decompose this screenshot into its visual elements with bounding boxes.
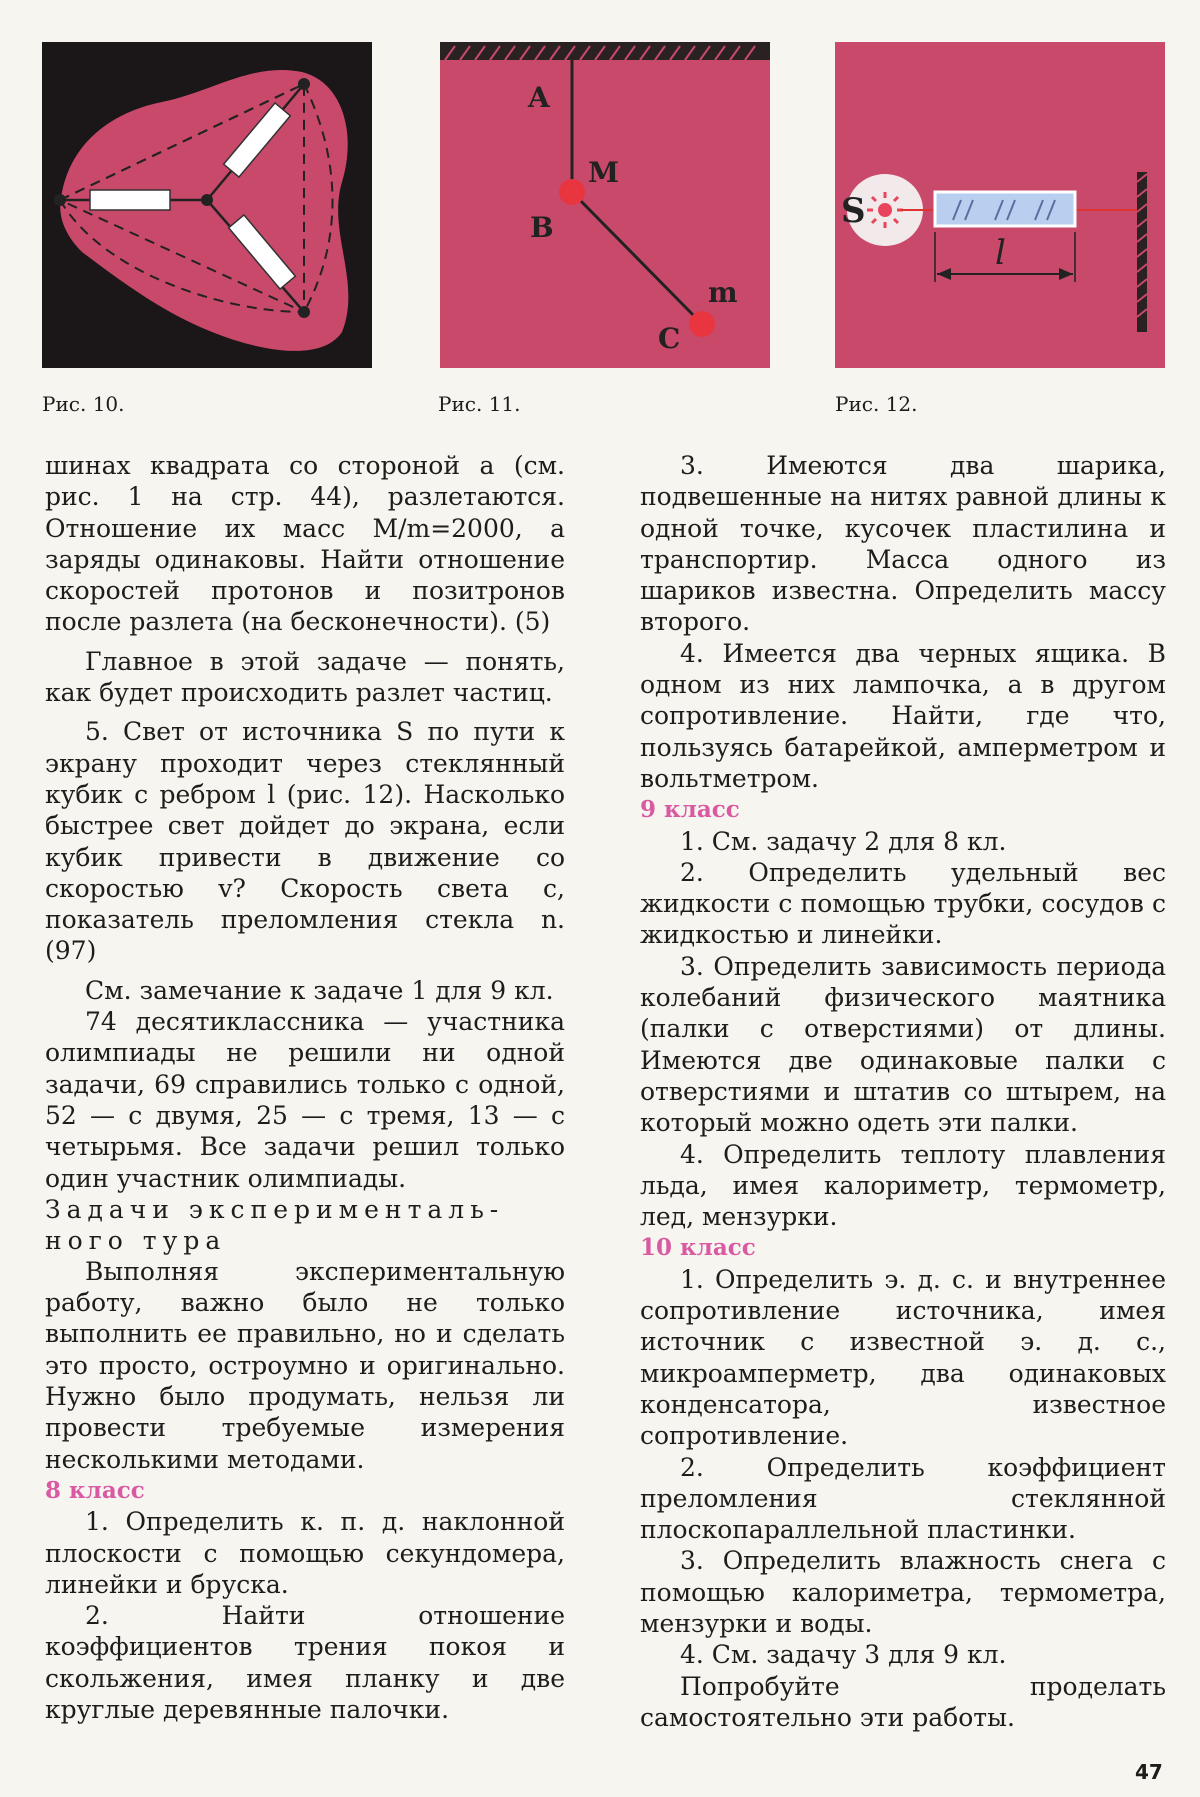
- task-item: 1. Определить к. п. д. наклонной плоскости с помощью секундомера, линейки и бруска.: [45, 1507, 565, 1599]
- paragraph: См. замечание к задаче 1 для 9 кл.: [85, 975, 554, 1005]
- task-item: 4. Имеется два черных ящика. В одном из них лампочка, а в другом сопротивление. Найти, где что, пользуясь батарейкой, амперметром и вольтметром.: [640, 638, 1166, 793]
- paragraph: шинах квадрата со стороной a (см. рис. 1 на стр. 44), разлетаются. Отношение их масс M/m=2000, а заряды одинаковы. Найти отношение скоростей протонов и позитронов после разлета (на бесконечности). (5): [45, 451, 565, 637]
- figure-12-caption: Рис. 12.: [835, 392, 918, 416]
- label-C: C: [658, 322, 681, 355]
- task-item: 2. Найти отношение коэффициентов трения покоя и скольжения, имея планку и две круглые деревянные палочки.: [45, 1601, 565, 1724]
- label-m: m: [708, 276, 738, 309]
- task-item: 3. Определить влажность снега с помощью калориметра, термометра, мензурки и воды.: [640, 1546, 1166, 1638]
- figure-10: [42, 42, 372, 368]
- task-item: 4. См. задачу 3 для 9 кл.: [680, 1640, 1007, 1670]
- figure-10-drawing: [42, 42, 372, 368]
- label-B: B: [530, 211, 554, 244]
- figure-11: [440, 42, 770, 368]
- closing-paragraph: Попробуйте проделать самостоятельно эти работы.: [640, 1671, 1166, 1732]
- paragraph: Выполняя экспериментальную работу, важно было не только выполнить ее правильно, но и сделать это просто, остроумно и оригинально. Нужно было продумать, нельзя ли провести требуемые измерения несколькими методами.: [45, 1256, 565, 1474]
- figure-12-drawing: [835, 42, 1165, 368]
- label-M: M: [588, 156, 619, 189]
- task-item: 1. Определить э. д. с. и внутреннее сопротивление источника, имея источник с известной э. д. с., микроамперметр, два одинаковых конденсатора, известное сопротивление.: [640, 1264, 1166, 1451]
- section-heading: [45, 1194, 565, 1256]
- problem-5: 5. Свет от источника S по пути к экрану проходит через стеклянный кубик с ребром l (рис. 12). Насколько быстрее свет дойдет до экрана, если кубик привести в движение со скоростью v? Скорость света c, показатель преломления стекла n. (97): [45, 717, 565, 966]
- task-item: 4. Определить теплоту плавления льда, имея калориметр, термометр, лед, мензурки.: [640, 1139, 1166, 1232]
- paragraph: Главное в этой задаче — понять, как будет происходить разлет частиц.: [45, 646, 565, 708]
- class-8-heading: 8 класс: [45, 1476, 145, 1504]
- class-10-heading: 10 класс: [640, 1234, 756, 1262]
- task-item: 3. Определить зависимость периода колебаний физического маятника (палки с отверстиями) от длины. Имеются две одинаковые палки с отверстиями и штатив со штырем, на который можно одеть эти палки.: [640, 951, 1166, 1138]
- section-heading-line: Задачи эксперименталь-: [45, 1194, 505, 1224]
- task-item: 2. Определить коэффициент преломления стеклянной плоскопараллельной пластинки.: [640, 1452, 1166, 1545]
- task-item: 2. Определить удельный вес жидкости с помощью трубки, сосудов с жидкостью и линейки.: [640, 857, 1166, 950]
- label-A: A: [528, 81, 550, 114]
- class-9-heading: 9 класс: [640, 796, 740, 824]
- paragraph: 74 десятиклассника — участника олимпиады не решили ни одной задачи, 69 справились только с одной, 52 — с двумя, 25 — с тремя, 13 — с четырьмя. Все задачи решил только один участник олимпиады.: [45, 1007, 565, 1193]
- figure-12: [835, 42, 1165, 368]
- figure-10-caption: Рис. 10.: [42, 392, 125, 416]
- label-S: S: [841, 191, 866, 231]
- section-heading-line: ного тура: [45, 1225, 227, 1255]
- task-item: 1. См. задачу 2 для 8 кл.: [680, 826, 1007, 856]
- task-item: 3. Имеются два шарика, подвешенные на нитях равной длины к одной точке, кусочек пластилина и транспортир. Масса одного из шариков известна. Определить массу второго.: [640, 451, 1166, 637]
- left-column: [45, 450, 565, 1725]
- page-number: 47: [1135, 1760, 1163, 1784]
- figure-11-drawing: [440, 42, 770, 368]
- label-l: l: [995, 233, 1006, 273]
- right-column: [640, 450, 1166, 1733]
- figure-11-caption: Рис. 11.: [438, 392, 521, 416]
